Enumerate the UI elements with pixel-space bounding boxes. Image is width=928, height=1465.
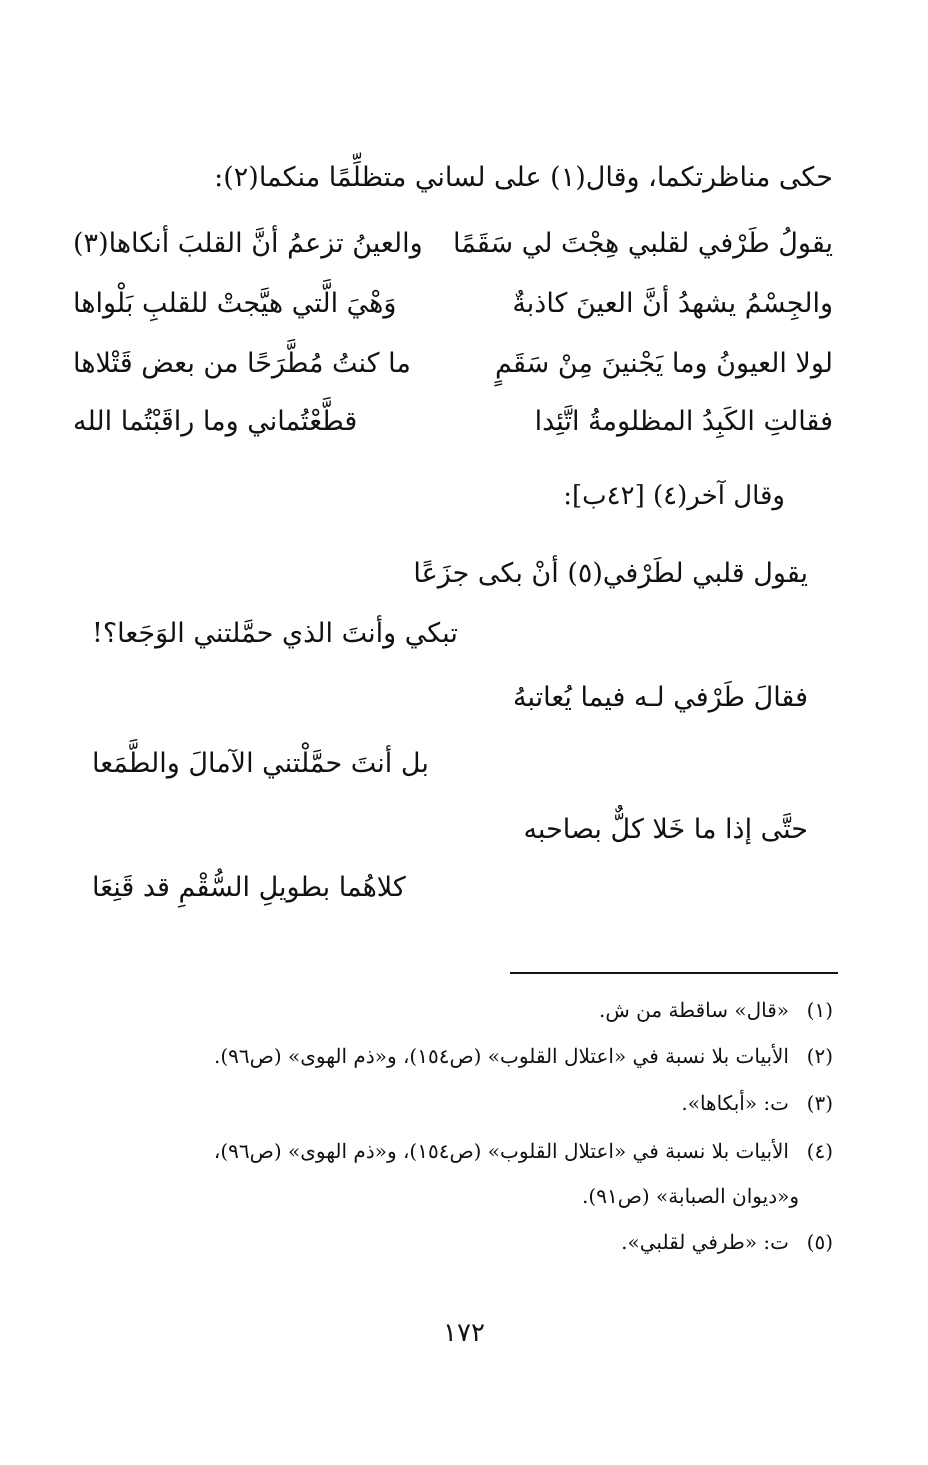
footnote [214, 1131, 833, 1171]
verse-row [73, 334, 833, 392]
footnote-text: ت: «طرفي لقلبي». [621, 1230, 789, 1254]
footnote [599, 990, 833, 1030]
footnote [681, 1083, 833, 1123]
verse-second-hemistich: وَهْيَ الَّتي هيَّجتْ للقلبِ بَلْواها [73, 287, 397, 319]
poem-line: حتَّى إذا ما خَلا كلٌّ بصاحبه [523, 814, 808, 845]
poem-line: تبكي وأنتَ الذي حمَّلتني الوَجَعا؟! [92, 618, 458, 649]
footnote [214, 1036, 833, 1076]
verse-row [73, 214, 833, 272]
second-poem-intro: وقال آخر(٤) [٤٢ب]: [563, 481, 785, 511]
intro-line: حكى مناظرتكما، وقال(١) على لساني متظلِّمًا منكما(٢): [214, 162, 833, 193]
footnote-separator [510, 972, 838, 974]
footnote [621, 1222, 833, 1262]
verse-second-hemistich: والعينُ تزعمُ أنَّ القلبَ أنكاها(٣) [73, 227, 423, 259]
verse-first-hemistich: والجِسْمُ يشهدُ أنَّ العينَ كاذبةٌ [512, 287, 833, 319]
verse-row [73, 392, 833, 450]
poem-line: بل أنتَ حمَّلْتني الآمالَ والطَّمَعا [92, 748, 429, 779]
footnote-text: الأبيات بلا نسبة في «اعتلال القلوب» (ص١٥٤)، و«ذم الهوى» (ص٩٦). [213, 1044, 789, 1068]
verse-second-hemistich: ما كنتُ مُطَّرَحًا من بعض قَتْلاها [73, 347, 411, 379]
footnote-text: الأبيات بلا نسبة في «اعتلال القلوب» (ص١٥٤)، و«ذم الهوى» (ص٩٦)، [213, 1139, 789, 1163]
footnote-continuation: و«ديوان الصبابة» (ص٩١). [582, 1184, 799, 1208]
verse-first-hemistich: فقالتِ الكَبِدُ المظلومةُ اتَّئِدا [534, 405, 833, 437]
footnote-text: ت: «أبكاها». [681, 1091, 789, 1115]
verse-second-hemistich: قطَّعْتُماني وما راقَبْتُما الله [73, 405, 358, 437]
footnote-number: (٤) [806, 1139, 833, 1163]
footnote-number: (٢) [806, 1044, 833, 1068]
poem-line: يقول قلبي لطَرْفي(٥) أنْ بكى جزَعًا [413, 558, 808, 589]
footnote-number: (٣) [806, 1091, 833, 1115]
footnote-number: (١) [806, 998, 833, 1022]
page-number: ١٧٢ [443, 1318, 485, 1348]
footnote-number: (٥) [806, 1230, 833, 1254]
verse-first-hemistich: لولا العيونُ وما يَجْنينَ مِنْ سَقَمٍ [495, 347, 833, 379]
verse-row [73, 274, 833, 332]
poem-line: فقالَ طَرْفي لـه فيما يُعاتبهُ [513, 682, 808, 713]
poem-line: كلاهُما بطويلِ السُّقْمِ قد قَنِعَا [92, 872, 406, 903]
footnote-text: «قال» ساقطة من ش. [599, 998, 789, 1022]
verse-first-hemistich: يقولُ طَرْفي لقلبي هِجْتَ لي سَقَمًا [453, 227, 833, 259]
